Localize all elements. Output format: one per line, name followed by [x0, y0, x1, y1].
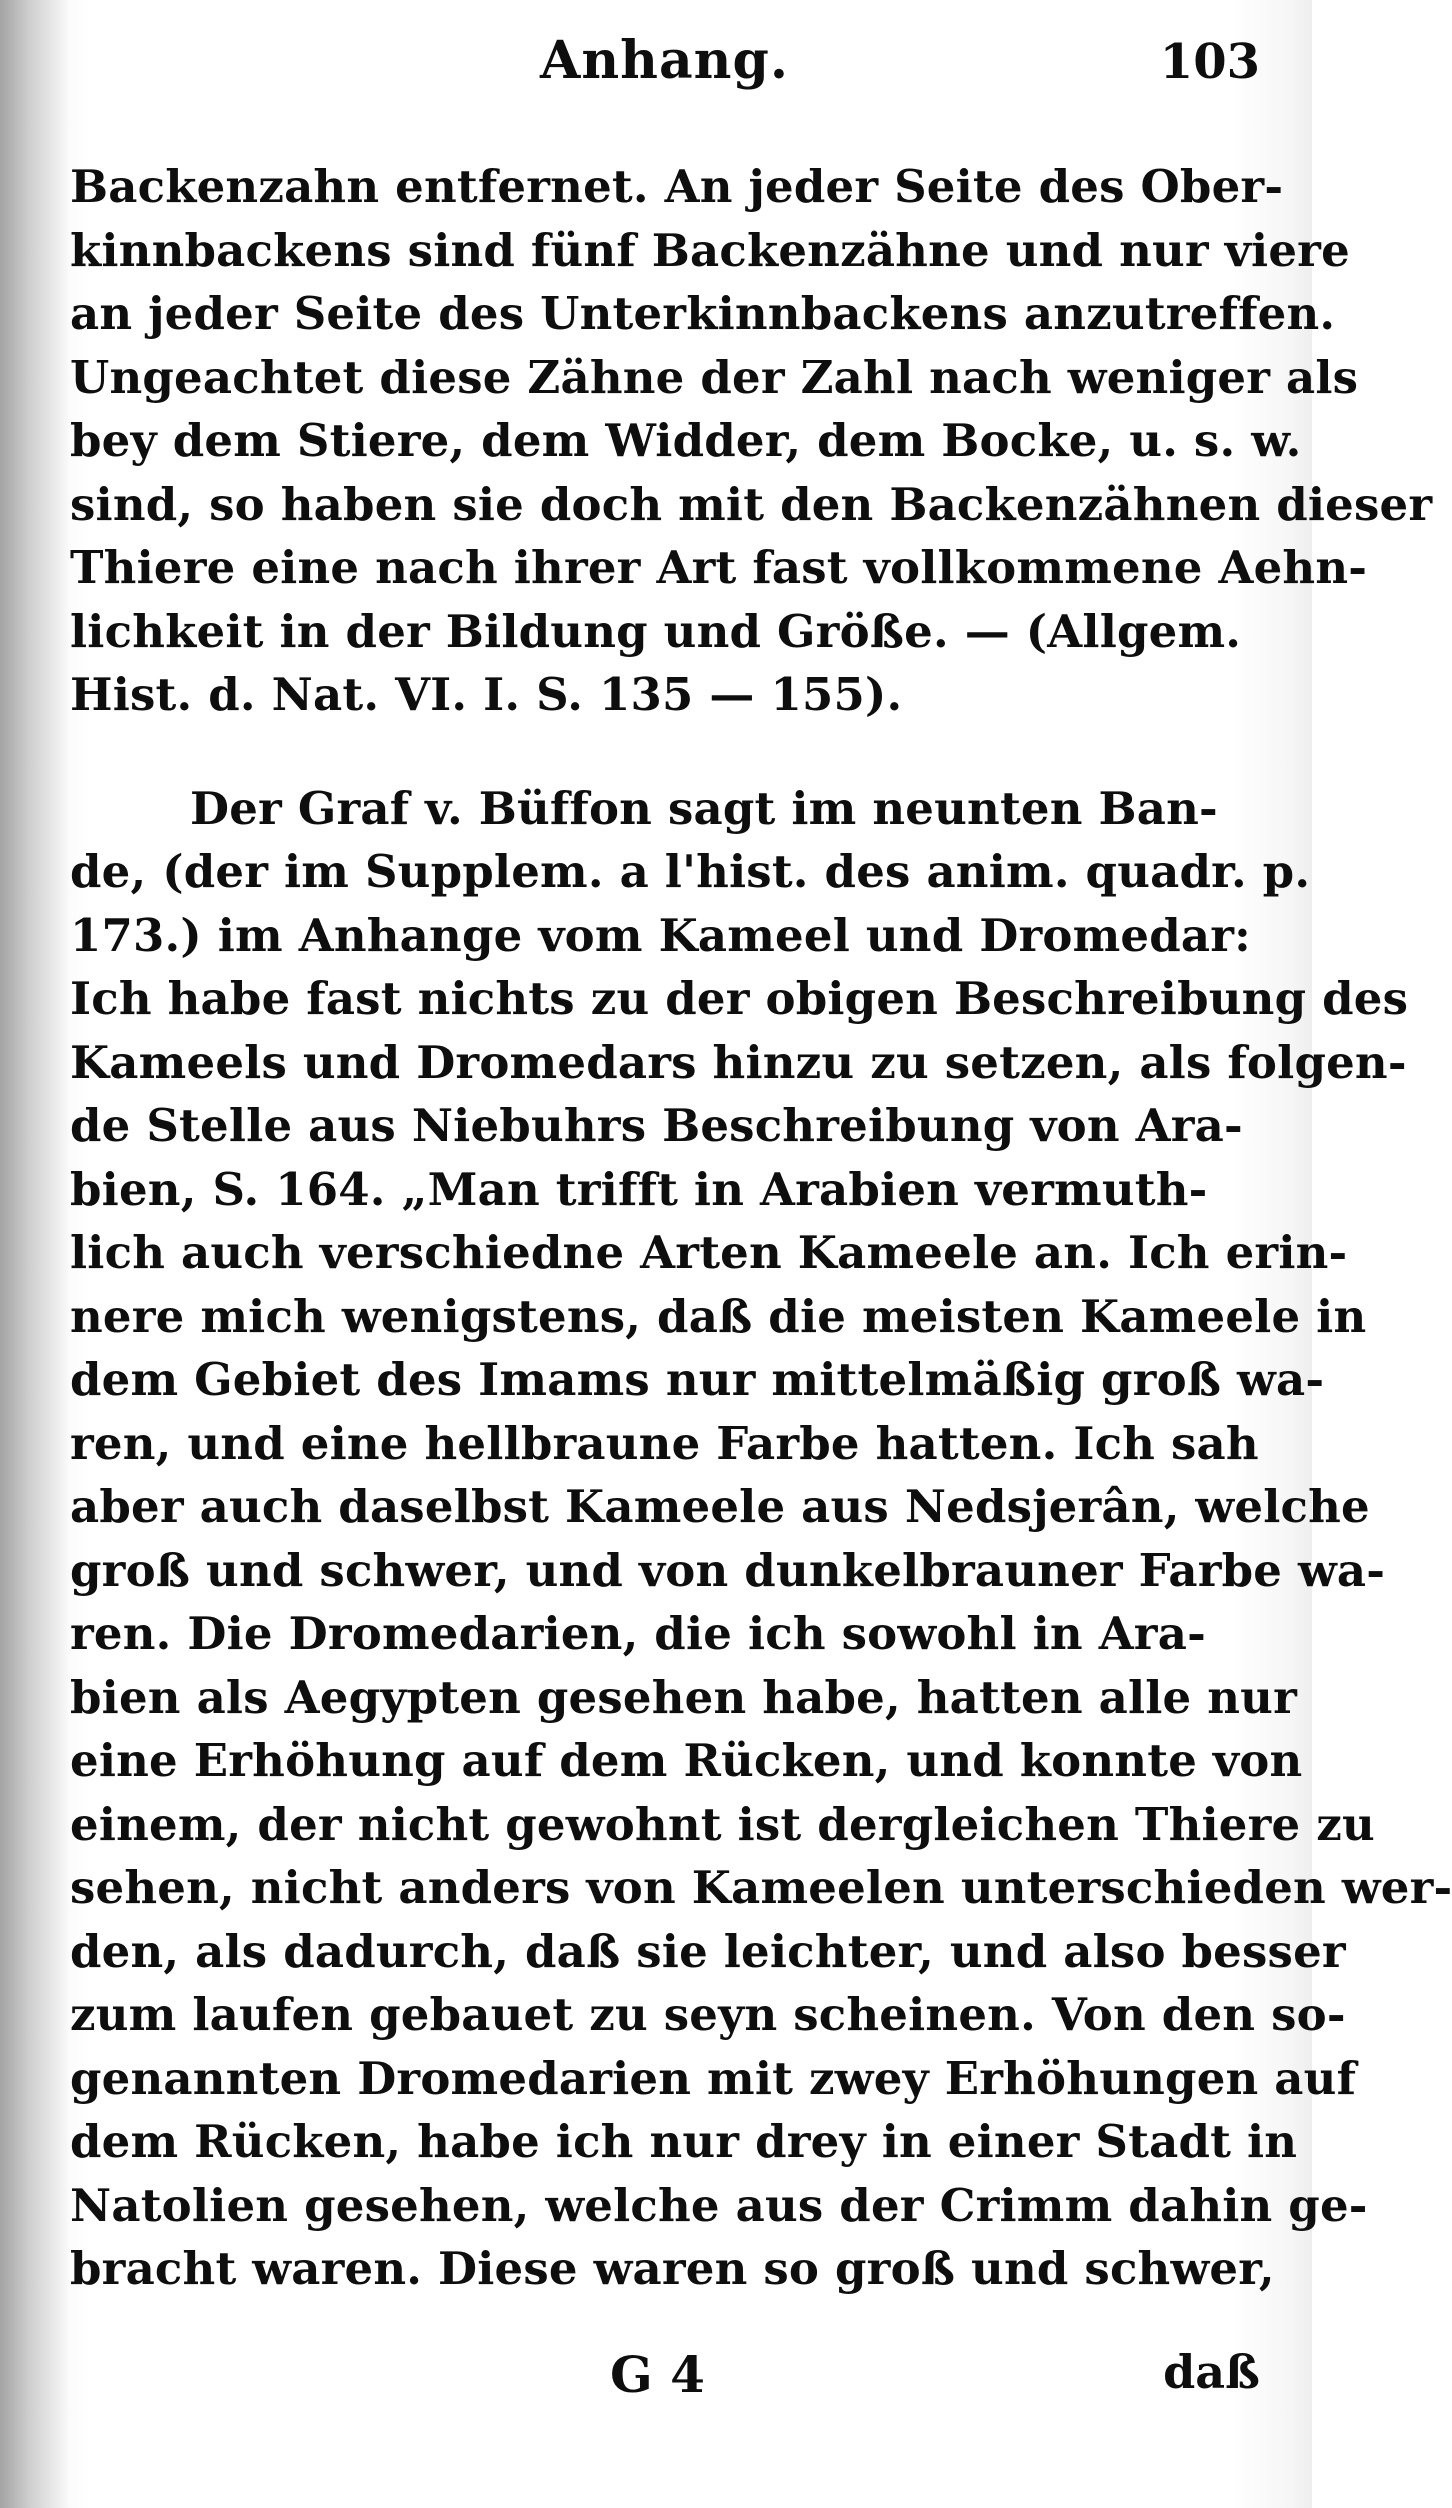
text-line: bien als Aegypten gesehen habe, hatten alle nur	[70, 1670, 1297, 1724]
text-line: lich auch verschiedne Arten Kameele an. Ich erin-	[70, 1226, 1348, 1279]
text-line: ren. Die Dromedarien, die ich sowohl in Ara-	[70, 1607, 1206, 1660]
text-line: eine Erhöhung auf dem Rücken, und konnte von	[70, 1734, 1303, 1787]
text-line: de Stelle aus Niebuhrs Beschreibung von Ara-	[70, 1099, 1243, 1152]
text-line: zum laufen gebauet zu seyn scheinen. Von den so-	[70, 1988, 1346, 2041]
page-footer	[0, 2345, 1312, 2425]
paragraph-spacer	[70, 727, 1270, 777]
body-text	[70, 155, 1452, 2301]
text-line: sind, so haben sie doch mit den Backenzähnen dieser	[70, 477, 1433, 531]
text-line: groß und schwer, und von dunkelbrauner Farbe wa-	[70, 1543, 1386, 1597]
text-line: 173.) im Anhange vom Kameel und Dromedar:	[70, 908, 1251, 962]
paragraph-2	[70, 777, 1452, 2301]
text-line: de, (der im Supplem. a l'hist. des anim. quadr. p.	[70, 845, 1311, 898]
catchword: daß	[1163, 2345, 1260, 2399]
text-line: bracht waren. Diese waren so groß und schwer,	[70, 2242, 1275, 2295]
page-number: 103	[1159, 34, 1260, 90]
text-line: dem Rücken, habe ich nur drey in einer Stadt in	[70, 2115, 1298, 2168]
running-head: Anhang.	[540, 30, 789, 91]
text-line: Ungeachtet diese Zähne der Zahl nach weniger als	[70, 350, 1359, 404]
text-line: Ich habe fast nichts zu der obigen Beschreibung des	[70, 972, 1409, 1025]
signature-mark: G 4	[610, 2345, 705, 2404]
text-line: Der Graf v. Büffon sagt im neunten Ban-	[190, 781, 1218, 835]
text-line: ren, und eine hellbraune Farbe hatten. Ich sah	[70, 1416, 1259, 1470]
text-line: nere mich wenigstens, daß die meisten Kameele in	[70, 1289, 1367, 1343]
text-line: kinnbackens sind fünf Backenzähne und nur viere	[70, 223, 1350, 277]
text-line: Kameels und Dromedars hinzu zu setzen, als folgen-	[70, 1035, 1407, 1089]
text-line: aber auch daselbst Kameele aus Nedsjerân, welche	[70, 1480, 1370, 1533]
text-line: Natolien gesehen, welche aus der Crimm dahin ge-	[70, 2178, 1368, 2232]
text-line: sehen, nicht anders von Kameelen unterschieden wer-	[70, 1861, 1452, 1914]
text-line: Hist. d. Nat. VI. I. S. 135 — 155).	[70, 668, 903, 721]
text-line: bey dem Stiere, dem Widder, dem Bocke, u. s. w.	[70, 414, 1302, 467]
text-line: bien, S. 164. „Man trifft in Arabien vermuth-	[70, 1162, 1208, 1216]
text-line: lichkeit in der Bildung und Größe. — (Allgem.	[70, 604, 1242, 658]
page-header	[0, 30, 1312, 120]
text-line: an jeder Seite des Unterkinnbackens anzutreffen.	[70, 287, 1336, 340]
text-line: einem, der nicht gewohnt ist dergleichen Thiere zu	[70, 1797, 1375, 1851]
text-line: dem Gebiet des Imams nur mittelmäßig groß wa-	[70, 1353, 1325, 1406]
text-line: genannten Dromedarien mit zwey Erhöhungen auf	[70, 2051, 1357, 2105]
paragraph-1	[70, 155, 1433, 727]
text-line: den, als dadurch, daß sie leichter, und also besser	[70, 1924, 1346, 1978]
text-line: Thiere eine nach ihrer Art fast vollkommene Aehn-	[70, 541, 1368, 594]
text-line: Backenzahn entfernet. An jeder Seite des Ober-	[70, 160, 1284, 213]
binding-shadow	[0, 0, 70, 2508]
